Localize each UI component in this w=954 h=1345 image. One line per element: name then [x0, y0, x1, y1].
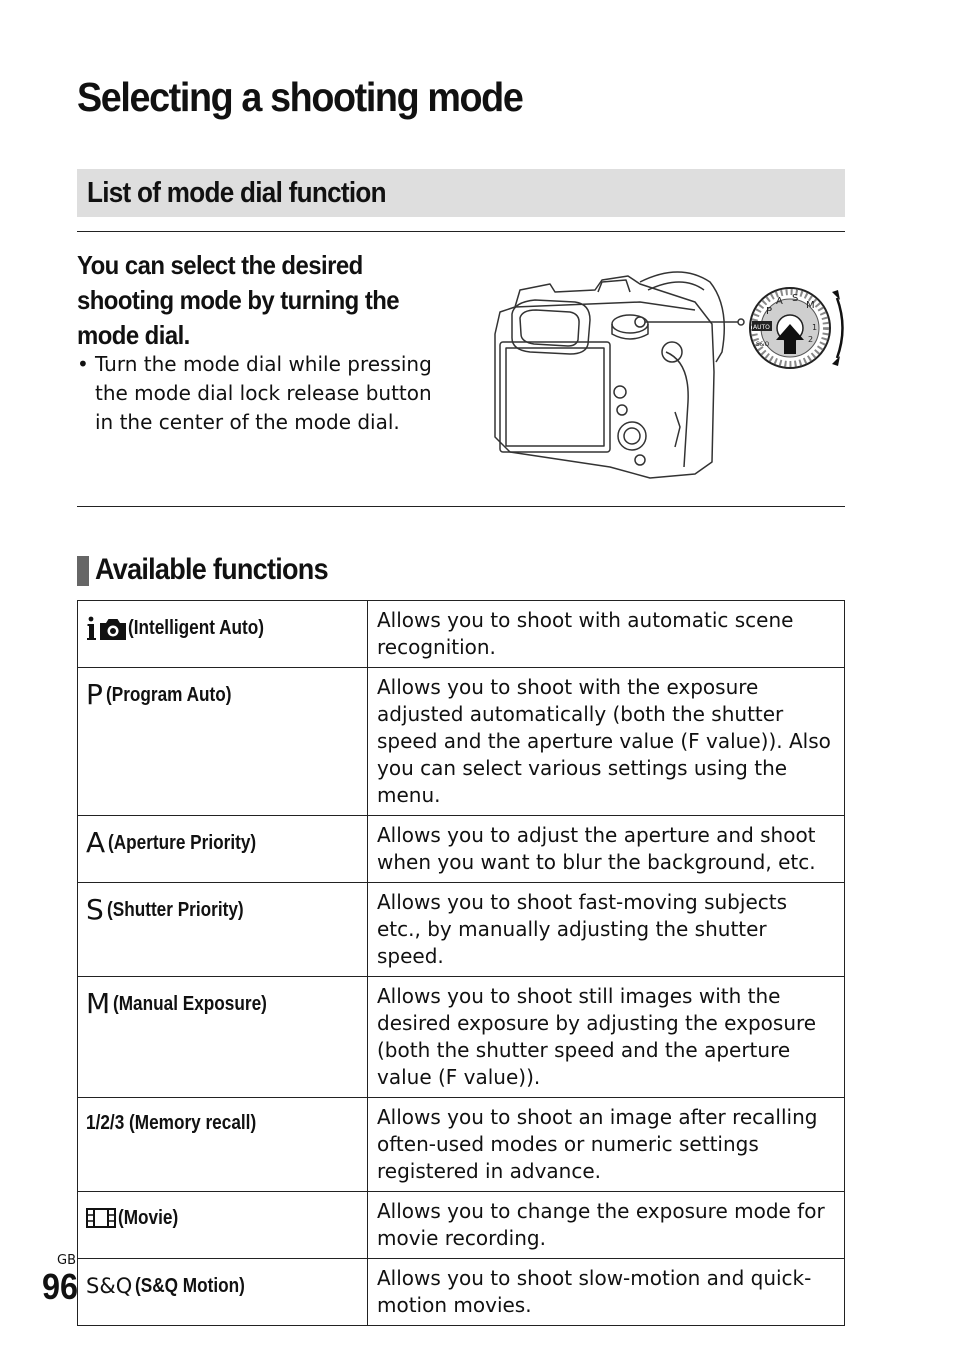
- dial-mark-2: 2: [808, 335, 814, 344]
- intelligent-auto-icon: [86, 615, 128, 641]
- mode-function-table: [77, 600, 845, 1326]
- mode-cell: [78, 1192, 368, 1259]
- dial-mark-s: S: [792, 293, 799, 304]
- description-cell: Allows you to change the exposure mode for movie recording.: [368, 1192, 845, 1259]
- dial-mark-auto: AUTO: [753, 324, 770, 331]
- table-row: [78, 977, 845, 1098]
- dial-mark-sq: S&Q: [756, 341, 770, 348]
- description-cell: Allows you to shoot with the exposure adjusted automatically (both the shutter speed and the aperture value (F value)). Also you can select various settings using the menu.: [368, 668, 845, 816]
- mode-label: (Intelligent Auto): [128, 616, 264, 639]
- description-cell: Allows you to shoot fast-moving subjects etc., by manually adjusting the shutter speed.: [368, 883, 845, 977]
- mode-label: (S&Q Motion): [135, 1274, 246, 1297]
- page-title: Selecting a shooting mode: [77, 74, 523, 120]
- section-header-text: List of mode dial function: [87, 177, 386, 209]
- mode-label: (Program Auto): [105, 683, 232, 706]
- page-number: 96: [42, 1266, 79, 1307]
- bullet-item: [77, 350, 437, 437]
- dial-mark-p: P: [766, 306, 773, 317]
- mode-cell: [78, 816, 368, 883]
- mode-cell: [78, 1259, 368, 1326]
- mode-symbol: P: [86, 678, 103, 711]
- section-header: [77, 169, 845, 217]
- mode-symbol: S: [86, 893, 104, 926]
- mode-symbol: S&Q: [86, 1274, 133, 1298]
- dial-mark-m: M: [806, 300, 815, 311]
- bullet-marker: •: [77, 352, 89, 376]
- mode-cell: [78, 977, 368, 1098]
- movie-icon: [86, 1206, 118, 1230]
- mode-cell: [78, 883, 368, 977]
- mode-label: (Movie): [118, 1206, 179, 1229]
- mode-cell: [78, 601, 368, 668]
- table-row: [78, 1259, 845, 1326]
- mode-label: (Shutter Priority): [106, 898, 244, 921]
- heading-bar: [77, 556, 89, 586]
- mode-label: 1/2/3 (Memory recall): [86, 1112, 257, 1134]
- dial-mark-a: A: [776, 296, 783, 307]
- mode-cell: [78, 668, 368, 816]
- description-cell: Allows you to shoot still images with the desired exposure by adjusting the exposure (both the shutter speed and the aperture value (F value)).: [368, 977, 845, 1098]
- region-code: GB: [57, 1253, 76, 1268]
- mode-label: (Manual Exposure): [113, 992, 268, 1015]
- mode-label: (Aperture Priority): [108, 831, 257, 854]
- table-row: [78, 883, 845, 977]
- description-cell: Allows you to adjust the aperture and shoot when you want to blur the background, etc.: [368, 816, 845, 883]
- mode-symbol: A: [86, 826, 106, 859]
- lead-text: You can select the desired shooting mode by turning the mode dial.: [77, 250, 400, 350]
- description-cell: Allows you to shoot an image after recalling often-used modes or numeric settings registered in advance.: [368, 1098, 845, 1192]
- divider-top: [77, 231, 845, 232]
- table-row: [78, 601, 845, 668]
- divider-bottom: [77, 506, 845, 507]
- table-row: [78, 1098, 845, 1192]
- description-cell: Allows you to shoot slow-motion and quick-motion movies.: [368, 1259, 845, 1326]
- table-row: [78, 668, 845, 816]
- table-row: [78, 816, 845, 883]
- mode-cell: [78, 1098, 368, 1192]
- dial-mark-1: 1: [812, 323, 818, 332]
- mode-symbol: M: [86, 987, 111, 1020]
- bullet-text: Turn the mode dial while pressing the mode dial lock release button in the center of the mode dial.: [95, 352, 432, 434]
- table-row: [78, 1192, 845, 1259]
- available-functions-title: Available functions: [95, 553, 328, 586]
- description-cell: Allows you to shoot with automatic scene recognition.: [368, 601, 845, 668]
- camera-mode-dial-illustration: [490, 262, 850, 484]
